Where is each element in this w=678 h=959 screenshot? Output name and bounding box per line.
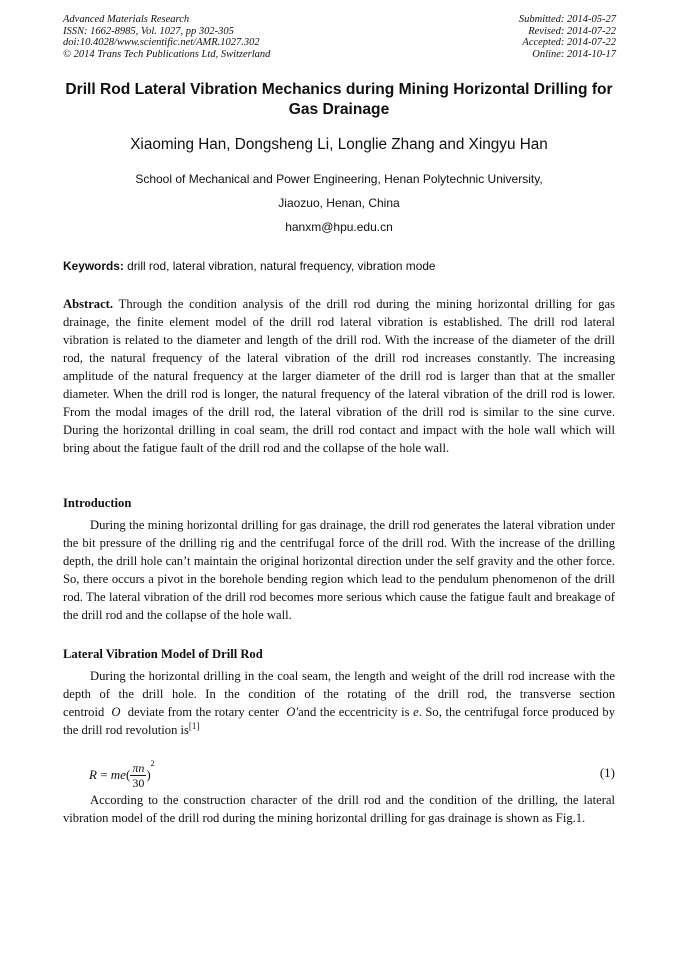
- eq-me: me: [110, 767, 126, 783]
- journal-name: Advanced Materials Research: [63, 14, 190, 25]
- model-text-d: . So, the centrifugal force produced by the drill rod revolution is: [63, 705, 615, 737]
- section-heading-model: Lateral Vibration Model of Drill Rod: [63, 647, 263, 661]
- equation-1: [89, 757, 615, 793]
- model-paragraph-1: [63, 667, 615, 739]
- introduction-heading: Introduction: [63, 496, 132, 510]
- keywords-text: drill rod, lateral vibration, natural frequency, vibration mode: [127, 259, 436, 273]
- accepted-date: Accepted: 2014-07-22: [522, 37, 616, 48]
- submission-dates: [519, 14, 616, 60]
- symbol-o-prime: O′: [286, 705, 299, 719]
- equation-number: (1): [599, 765, 615, 780]
- paper-title: Drill Rod Lateral Vibration Mechanics during Mining Horizontal Drilling for Gas Drainage: [65, 81, 613, 118]
- eq-lhs: R: [89, 767, 97, 783]
- revised-date: Revised: 2014-07-22: [528, 25, 616, 37]
- journal-info: [63, 14, 270, 60]
- submitted-date: Submitted: 2014-05-27: [518, 14, 616, 25]
- eq-numerator: πn: [132, 760, 145, 775]
- doi-line: doi:10.4028/www.scientific.net/AMR.1027.302: [63, 37, 260, 48]
- keywords: [63, 259, 615, 273]
- author-list: Xiaoming Han, Dongsheng Li, Longlie Zhang and Xingyu Han: [130, 136, 548, 153]
- eq-power: 2: [150, 759, 155, 768]
- copyright-line: © 2014 Trans Tech Publications Ltd, Switzerland: [63, 48, 271, 60]
- affiliation-line-1: School of Mechanical and Power Engineering, Henan Polytechnic University,: [135, 172, 543, 186]
- affiliation-line-2: Jiaozuo, Henan, China: [278, 196, 400, 210]
- eq-open-paren: (: [125, 767, 131, 783]
- introduction-paragraph: During the mining horizontal drilling for gas drainage, the drill rod generates the lateral vibration under the bit pressure of the drilling rig and the centrifugal force of the drill rod. With the increase of the drilling depth, the drill hole can’t maintain the original horizontal direction under the self gravity and the other force. So, there occurs a pivot in the borehole bending region which lead to the pendulum phenomenon of the drill rod. The lateral vibration of the drill rod becomes more serious which cause the fatigue fault and breakage of the drill rod and the collapse of the hole wall.: [63, 518, 615, 622]
- symbol-e: e: [413, 705, 419, 719]
- eq-equals: =: [100, 767, 108, 783]
- symbol-o: O: [111, 705, 121, 719]
- model-text-a: During the horizontal drilling in the coal seam, the length and weight of the drill rod increase with the depth of the drill hole. In the condition of the rotating of the drill rod, the transverse section centroid: [63, 669, 615, 719]
- issn-line: ISSN: 1662-8985, Vol. 1027, pp 302-305: [63, 25, 234, 37]
- abstract: [63, 295, 615, 457]
- model-text-b: deviate from the rotary center: [127, 705, 280, 719]
- keywords-label: Keywords:: [63, 259, 124, 273]
- abstract-text: Through the condition analysis of the drill rod during the mining horizontal drilling for gas drainage, the finite element model of the drill rod lateral vibration is established. The drill rod lateral vibration is related to the diameter and length of the drill rod. With the increase of the diameter of the drill rod, the natural frequency of the lateral vibration of the drill rod increases constantly. The increasing amplitude of the natural frequency at the larger diameter of the drill rod is larger than that at the smaller diameter. When the drill rod is longer, the natural frequency of the lateral vibration of the drill rod is lower. From the modal images of the drill rod, the lateral vibration of the drill rod is similar to the sine curve. During the horizontal drilling in coal seam, the drill rod contact and impact with the hole wall which will bring about the fatigue fault of the drill rod and the collapse of the hole wall.: [63, 297, 615, 455]
- citation-ref[interactable]: [1]: [188, 721, 200, 731]
- model-paragraph-2: According to the construction character of the drill rod and the condition of the drilling, the lateral vibration model of the drill rod during the mining horizontal drilling for gas drainage is shown as Fig.1.: [63, 793, 615, 825]
- model-text-c: and the eccentricity is: [298, 705, 410, 719]
- online-date: Online: 2014-10-17: [532, 48, 616, 60]
- eq-close-paren: ): [146, 767, 151, 783]
- abstract-label: Abstract.: [63, 297, 114, 311]
- author-email: hanxm@hpu.edu.cn: [285, 220, 393, 234]
- eq-denominator: 30: [132, 775, 145, 790]
- eq-fraction: [130, 761, 146, 790]
